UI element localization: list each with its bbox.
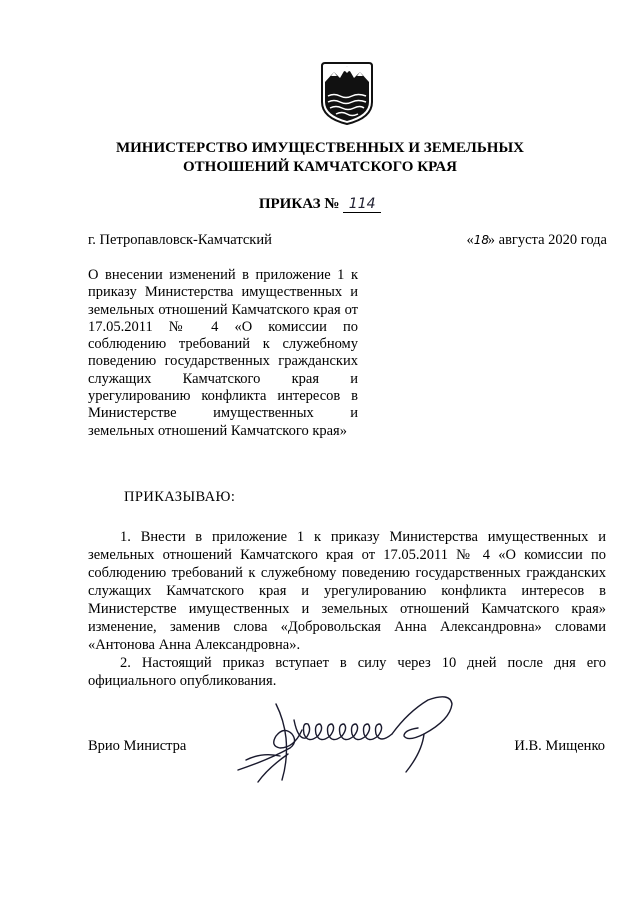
order-date bbox=[467, 232, 607, 249]
city-line: г. Петропавловск-Камчатский bbox=[88, 232, 272, 248]
order-title bbox=[0, 196, 640, 213]
ministry-name bbox=[60, 139, 580, 177]
ministry-name-line-2: ОТНОШЕНИЙ КАМЧАТСКОГО КРАЯ bbox=[182, 159, 457, 175]
order-body bbox=[88, 528, 606, 690]
date-day: 18 bbox=[473, 233, 490, 247]
coat-of-arms-icon bbox=[318, 60, 376, 126]
date-month-year: » августа 2020 года bbox=[487, 232, 607, 248]
order-subject: О внесении изменений в приложение 1 к приказу Министерства имущественных и земельных отношений Камчатского края от 17.05.2011 № 4 «О комиссии по соблюдению требований к служебному поведению государственных гражданских служащих Камчатского края и урегулированию конфликта интересов в Министерстве имущественных и земельных отношений Камчатского края» bbox=[88, 267, 358, 439]
date-open-quote: « bbox=[466, 232, 474, 248]
order-paragraph-1: 1. Внести в приложение 1 к приказу Министерства имущественных и земельных отношений Камчатского края от 17.05.2011 № 4 «О комиссии по соблюдению требований к служебному поведению государственных гражданских служащих Камчатского края и урегулированию конфликта интересов в Министерстве имущественных и земельных отношений Камчатского края» изменение, заменив слова «Добровольская Анна Александровна» словами «Антонова Анна Александровна». bbox=[88, 529, 606, 653]
order-number: 114 bbox=[343, 196, 381, 213]
order-title-label: ПРИКАЗ № bbox=[258, 196, 340, 212]
ministry-name-line-1: МИНИСТЕРСТВО ИМУЩЕСТВЕННЫХ И ЗЕМЕЛЬНЫХ bbox=[115, 140, 525, 156]
signatory-name: И.В. Мищенко bbox=[514, 738, 605, 754]
order-paragraph-2: 2. Настоящий приказ вступает в силу через 10 дней после дня его официального опубликования. bbox=[88, 655, 606, 689]
handwritten-signature bbox=[228, 690, 480, 786]
directive-heading: ПРИКАЗЫВАЮ: bbox=[124, 489, 236, 505]
signatory-role: Врио Министра bbox=[88, 738, 187, 754]
